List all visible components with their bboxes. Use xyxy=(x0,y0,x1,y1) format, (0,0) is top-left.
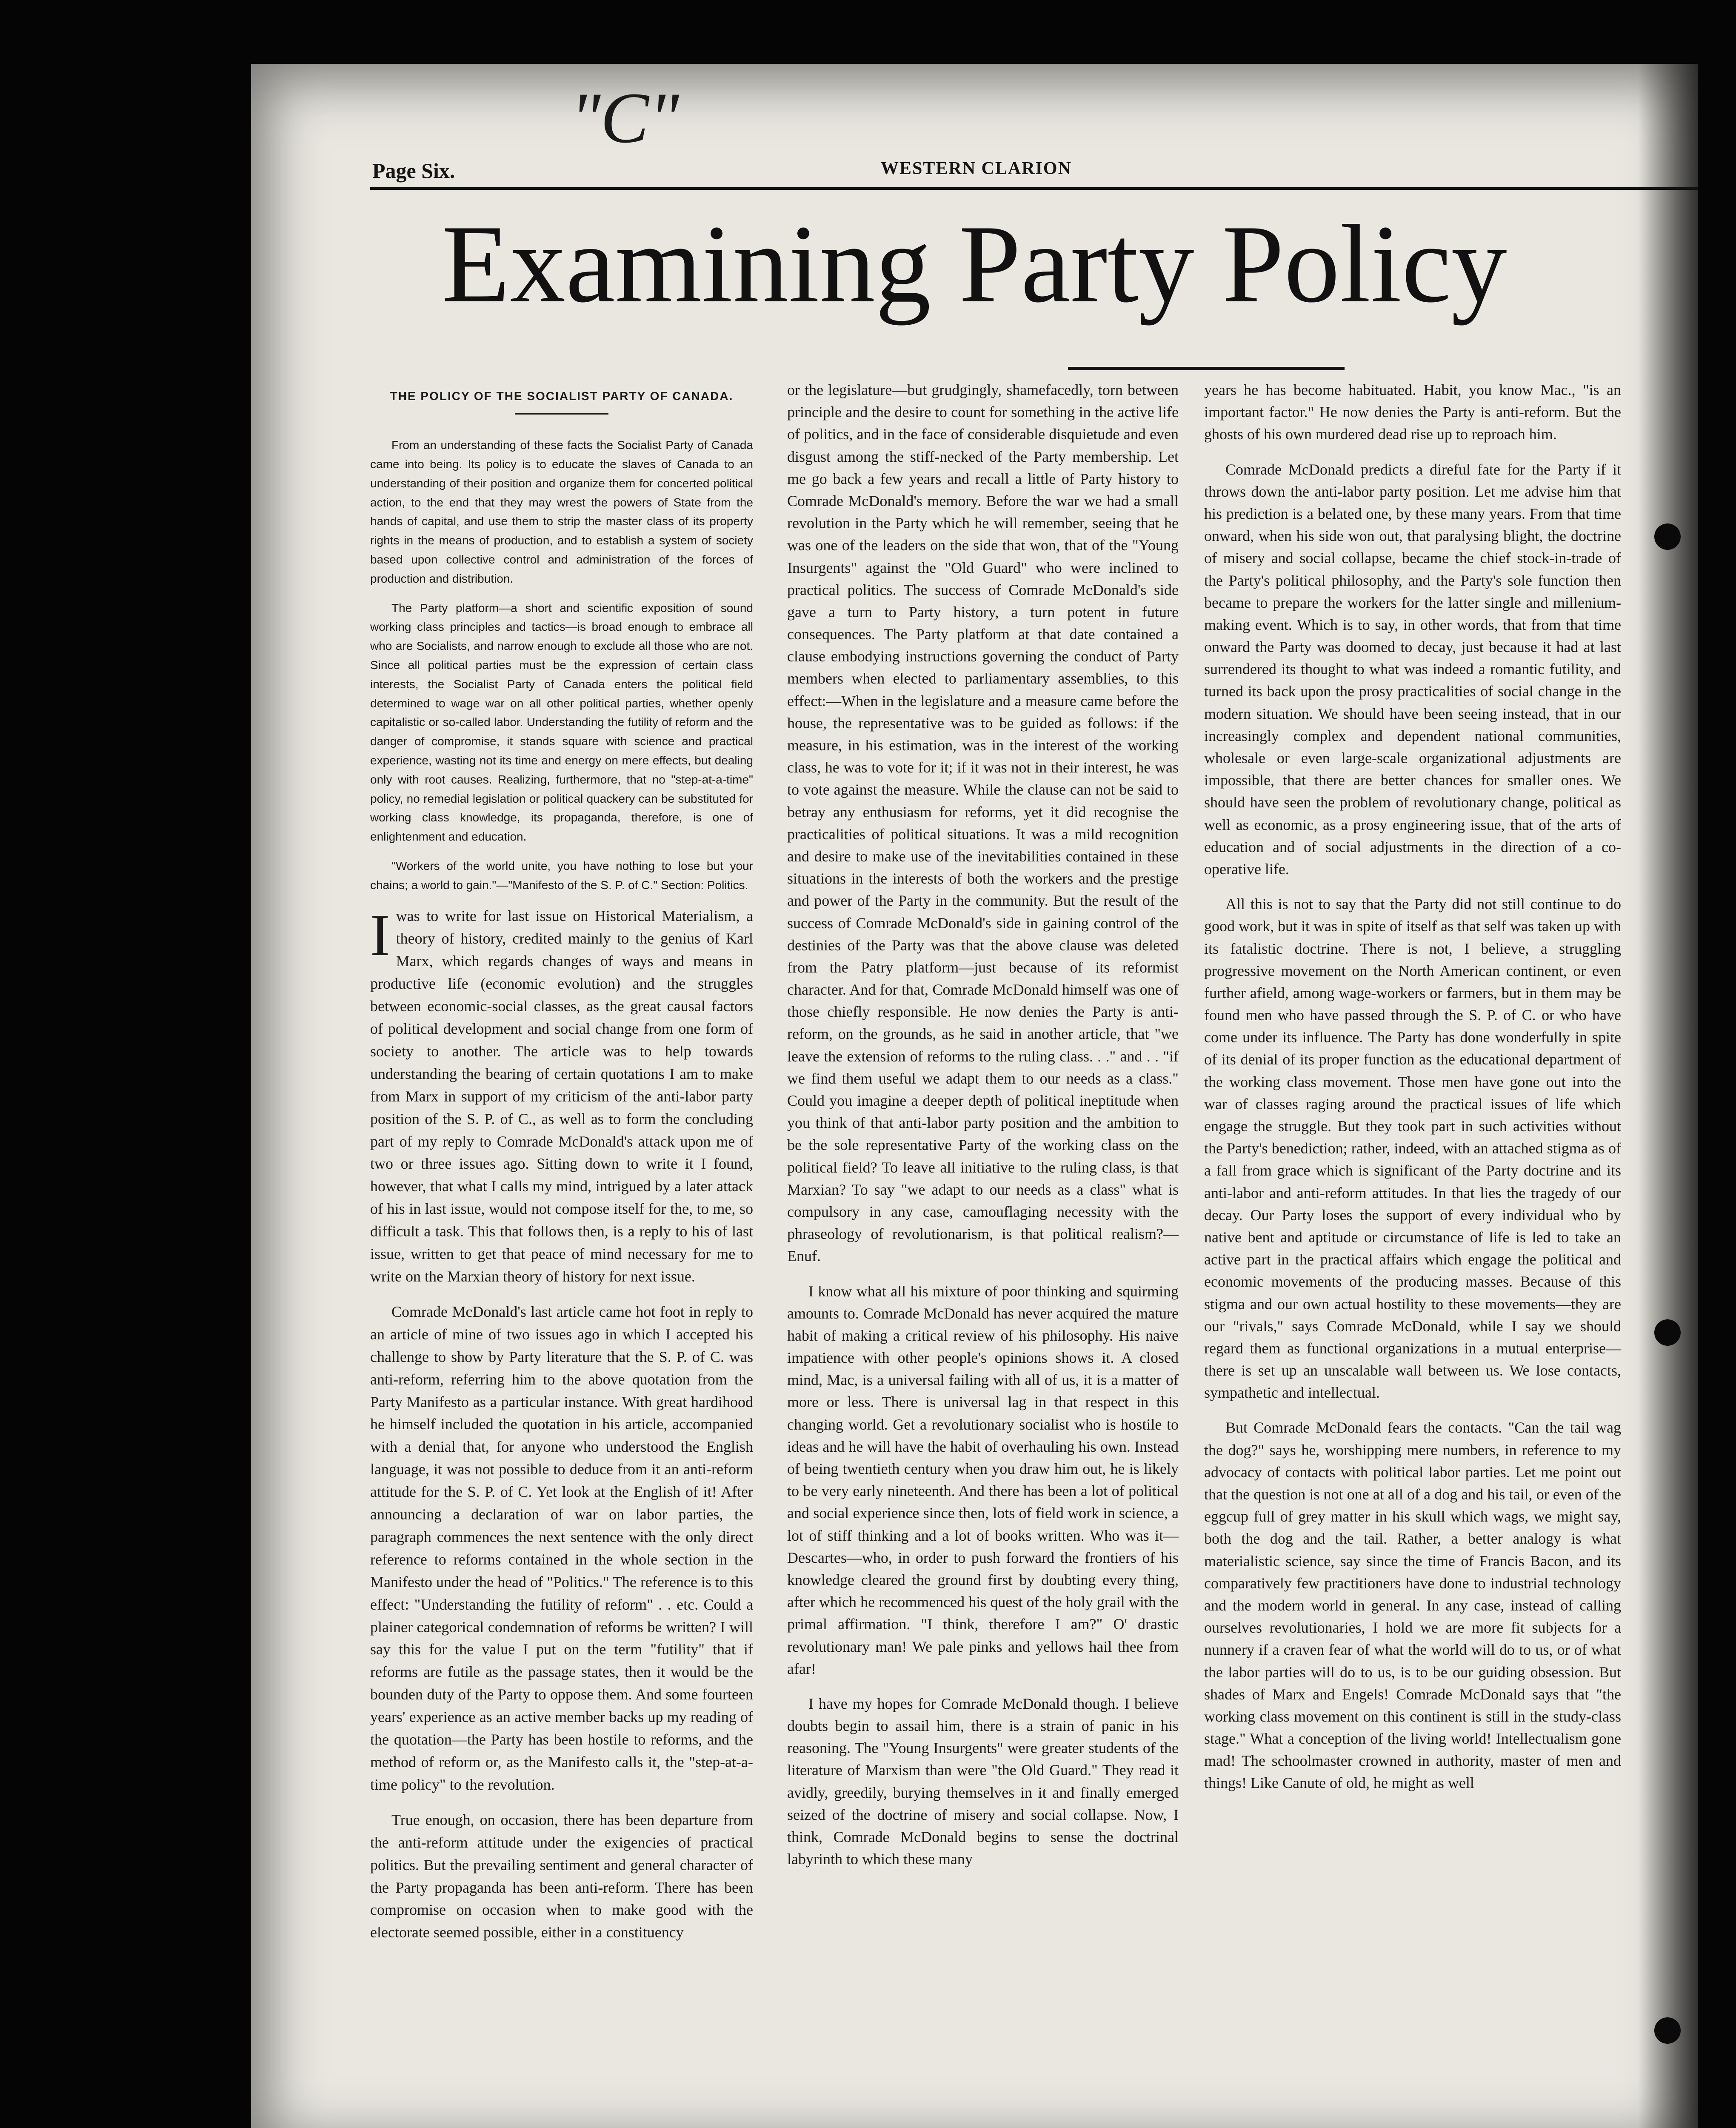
headline: Examining Party Policy xyxy=(442,202,1507,326)
policy-rule xyxy=(515,413,608,415)
article-paragraph: Comrade McDonald's last article came hot foot in reply to an article of mine of two issues ago in which I accepted his challenge to show by Party literature that the S. P. of C. was anti-reform, referring him to the above quotation from the Party Manifesto as a particular instance. With great hardihood he himself included the quotation in his article, accompanied with a denial that, for anyone who understood the English language, it was not possible to deduce from it an anti-reform attitude for the S. P. of C. Yet look at the English of it! After announcing a declaration of war on labor parties, the paragraph commences the next sentence with the only direct reference to reforms contained in the whole section in the Manifesto under the head of "Politics." The reference is to this effect: "Understanding the futility of reform" . . etc. Could a plainer categorical condemnation of reforms be written? I will say this for the value I put on the term "futility" that if reforms are futile as the passage states, then it would be the bounden duty of the Party to oppose them. And some fourteen years' experience as an active member backs up my reading of the quotation—the Party has been hostile to reforms, and the method of reform or, as the Manifesto calls it, the "step-at-a-time policy" to the revolution. xyxy=(370,1303,753,1793)
article-paragraph: All this is not to say that the Party did not still continue to do good work, but it was in spite of itself as that self was taken up with its fatalistic doctrine. There is not, I believe, a struggling progressive movement on the North American continent, or even further afield, among wage-workers or farmers, but in them may be found men who have passed through the S. P. of C. or who have come under its influence. The Party has done wonderfully in spite of its denial of its proper function as the educational department of the working class movement. Those men have gone out into the war of classes raging around the practical issues of life which engage the struggle. But they took part in such activities without the Party's benediction; rather, indeed, with an attached stigma as of a fall from grace which is significant of the Party doctrine and its anti-labor and anti-reform attitudes. In that lies the tragedy of our decay. Our Party loses the support of every individual who by native bent and aptitude or circumstance of life is led to take an active part in the practical affairs which engage the political and economic movements of the producing masses. Because of this stigma and our own actual hostility to these movements—they are our "rivals," says Comrade McDonald, while I say we should regard them as functional organizations in a mutual enterprise—there is set up an unscalable wall between us. We lose contacts, sympathetic and intellectual. xyxy=(1204,895,1621,1402)
policy-paragraph: The Party platform—a short and scientific exposition of sound working class principles and tactics—is broad enough to embrace all who are Socialists, and narrow enough to exclude all those who are not. Since all political parties must be the expression of certain class interests, the Socialist Party of Canada enters the political field determined to wage war on all other political parties, whether openly capitalistic or so-called labor. Understanding the futility of reform and the danger of compromise, it stands square with science and practical experience, wasting not its time and energy on mere effects, but dealing only with root causes. Realizing, furthermore, that no "step-at-a-time" policy, no remedial legislation or political quackery can be substituted for working class knowledge, its propaganda, therefore, is one of enlightenment and education. xyxy=(370,601,753,844)
binder-hole xyxy=(1654,1319,1681,1346)
article-paragraph: But Comrade McDonald fears the contacts. "Can the tail wag the dog?" says he, worshipping mere numbers, in reference to my advocacy of contacts with political labor parties. Let me point out that the question is not one at all of a dog and his tail, or even of the eggcup full of grey matter in his skull which wags, we might say, both the dog and the tail. Rather, a better analogy is what materialistic science, say since the time of Francis Bacon, and its comparatively few practitioners have done to industrial technology and the modern world in general. In any case, instead of calling ourselves revolutionaries, I hold we are more fit subjects for a nunnery if a craven fear of what the world will do to us, or of what the labor parties will do to us, is to be our guiding obsession. But shades of Marx and Engels! Comrade McDonald says that "the working class movement on this continent is still in the study-class stage." What a conception of the living world! Intellectualism gone mad! The schoolmaster crowned in authority, master of men and things! Like Canute of old, he might as well xyxy=(1204,1419,1621,1792)
policy-paragraph: "Workers of the world unite, you have nothing to lose but your chains; a world to gain."—"Manifesto of the S. P. of C." Section: Politics. xyxy=(370,859,753,892)
masthead: WESTERN CLARION xyxy=(881,159,1072,178)
handwritten-mark: "C" xyxy=(570,78,680,158)
column-2 xyxy=(787,379,1179,1883)
column-1 xyxy=(370,379,753,1956)
article-paragraph: or the legislature—but grudgingly, shamefacedly, torn between principle and the desire to count for something in the active life of politics, and in the face of considerable disquietude and even disgust among the stiff-necked of the Party membership. Let me go back a few years and recall a little of Party history to Comrade McDonald's memory. Before the war we had a small revolution in the Party which he will remember, seeing that he was one of the leaders on the side that won, that of the "Young Insurgents" against the "Old Guard" who were inclined to practical politics. The success of Comrade McDonald's side gave a turn to Party history, a turn potent in future consequences. The Party platform at that date contained a clause embodying instructions governing the conduct of Party members when elected to parliamentary assemblies, to this effect:—When in the legislature and a measure came before the house, the representative was to be guided as follows: if the measure, in his estimation, was in the interest of the working class, he was to vote for it; if it was not in their interest, he was to vote against the measure. While the clause can not be said to betray any enthusiasm for reforms, yet it did recognise the practicalities of political situations. It was a mild recognition and desire to make use of the inevitabilities contained in these situations in the interests of both the workers and the prestige and power of the Party in the community. But the result of the success of Comrade McDonald's side in gaining control of the destinies of the Party was that the above clause was deleted from the Patry platform—just because of its reformist character. And for that, Comrade McDonald himself was one of those chiefly responsible. He now denies the Party is anti-reform, on the grounds, as he said in another article, that "we leave the extension of reforms to the ruling class. . ." and . . "if we find them useful we adapt them to our needs as a class." Could you imagine a deeper depth of political ineptitude when you think of that anti-labor party position and the ambition to be the sole representative Party of the working class on the political field? To leave all initiative to the ruling class, is that Marxian? To say "we adapt to our needs as a class" what is compulsory in any case, camouflaging necessity with the phraseology of revolutionarism, is that political realism?—Enuf. xyxy=(787,381,1179,1265)
article-paragraph: I have my hopes for Comrade McDonald though. I believe doubts begin to assail him, there is a strain of panic in his reasoning. The "Young Insurgents" were greater students of the literature of Marxism than were "the Old Guard." They read it avidly, greedily, burying themselves in it and finally emerged seized of the doctrine of misery and social collapse. Now, I think, Comrade McDonald begins to sense the doctrinal labyrinth to which these many xyxy=(787,1695,1179,1868)
page-number: Page Six. xyxy=(372,159,455,183)
drop-cap: I xyxy=(370,902,390,969)
article-paragraph: True enough, on occasion, there has been departure from the anti-reform attitude under the exigencies of practical politics. But the prevailing sentiment and general character of the Party propaganda has been anti-reform. There has been compromise on occasion when to make good with the electorate seemed possible, either in a constituency xyxy=(370,1811,753,1941)
headline-rule xyxy=(1068,367,1345,370)
binder-hole xyxy=(1654,523,1681,550)
article-paragraph: Comrade McDonald predicts a direful fate for the Party if it throws down the anti-labor party position. Let me advise him that his prediction is a belated one, by these many years. From that time onward, when his side won out, that paralysing blight, the doctrine of misery and social collapse, became the chief stock-in-trade of the Party's political philosophy, and the Party's sole function then became to prepare the workers for the latter single and millenium-making event. Which is to say, in other words, that from that time onward the Party was doomed to decay, just because it had at last surrendered its thought to what was indeed a romantic futility, and turned its back upon the prosy practicalities of social change in the modern situation. We should have been seeing instead, that in our increasingly complex and dependent national communities, wholesale or even large-scale organizational adjustments are impossible, that there are better chances for smaller ones. We should have seen the problem of revolutionary change, political as well as economic, as a prosy engineering issue, that of the arts of education and of social adjustments in the direction of a co-operative life. xyxy=(1204,460,1621,878)
binder-hole xyxy=(1654,2017,1681,2044)
page-edge-shadow xyxy=(1638,64,1698,2128)
article-paragraph-text: was to write for last issue on Historical Materialism, a theory of history, credited mainly to the genius of Karl Marx, which regards changes of ways and means in productive life (economic evolution) and the struggles between economic-social classes, as the great causal factors of political development and social change from one form of society to another. The article was to help towards understanding the bearing of certain quotations I am to make from Marx in support of my criticism of the anti-labor party position of the S. P. of C., as well as to form the concluding part of my reply to Comrade McDonald's attack upon me of two or three issues ago. Sitting down to write it I found, however, that what I calls my mind, intrigued by a later attack of his in last issue, would not compose itself for the, to me, so difficult a task. This that follows then, is a reply to his of last issue, written to get that peace of mind necessary for me to write on the Marxian theory of history for next issue. xyxy=(370,907,753,1285)
article-paragraph xyxy=(370,902,753,1287)
policy-title: THE POLICY OF THE SOCIALIST PARTY OF CANADA. xyxy=(390,389,734,403)
newspaper-page xyxy=(251,64,1698,2128)
article-paragraph: years he has become habituated. Habit, you know Mac., "is an important factor." He now denies the Party is anti-reform. But the ghosts of his own murdered dead rise up to reproach him. xyxy=(1204,381,1621,443)
article-paragraph: I know what all his mixture of poor thinking and squirming amounts to. Comrade McDonald has never acquired the mature habit of making a critical review of his philosophy. His naive impatience with other people's opinions shows it. A closed mind, Mac, is a universal failing with all of us, it is a matter of more or less. There is universal lag in that respect in this changing world. Get a revolutionary socialist who is hostile to ideas and he will have the habit of overhauling his own. Instead of being twentieth century when you draw him out, he is likely to be very early nineteenth. And there has been a lot of political and social experience since then, lots of field work in science, a lot of stiff thinking and a lot of books written. Who was it—Descartes—who, in order to push forward the frontiers of his knowledge cleared the ground first by doubting every thing, after which he recommenced his quest of the holy grail with the primal affirmation. "I think, therefore I am?" O' drastic revolutionary man! We pale pinks and yellows hail thee from afar! xyxy=(787,1282,1179,1677)
column-3 xyxy=(1204,379,1621,1807)
header-rule xyxy=(370,187,1698,190)
policy-paragraph: From an understanding of these facts the Socialist Party of Canada came into being. Its policy is to educate the slaves of Canada to an understanding of their position and organize them for concerted political action, to the end that they may wrest the powers of State from the hands of capital, and use them to strip the master class of its property rights in the means of production, and to establish a system of society based upon collective control and administration of the forces of production and distribution. xyxy=(370,438,753,585)
policy-box xyxy=(370,436,753,895)
